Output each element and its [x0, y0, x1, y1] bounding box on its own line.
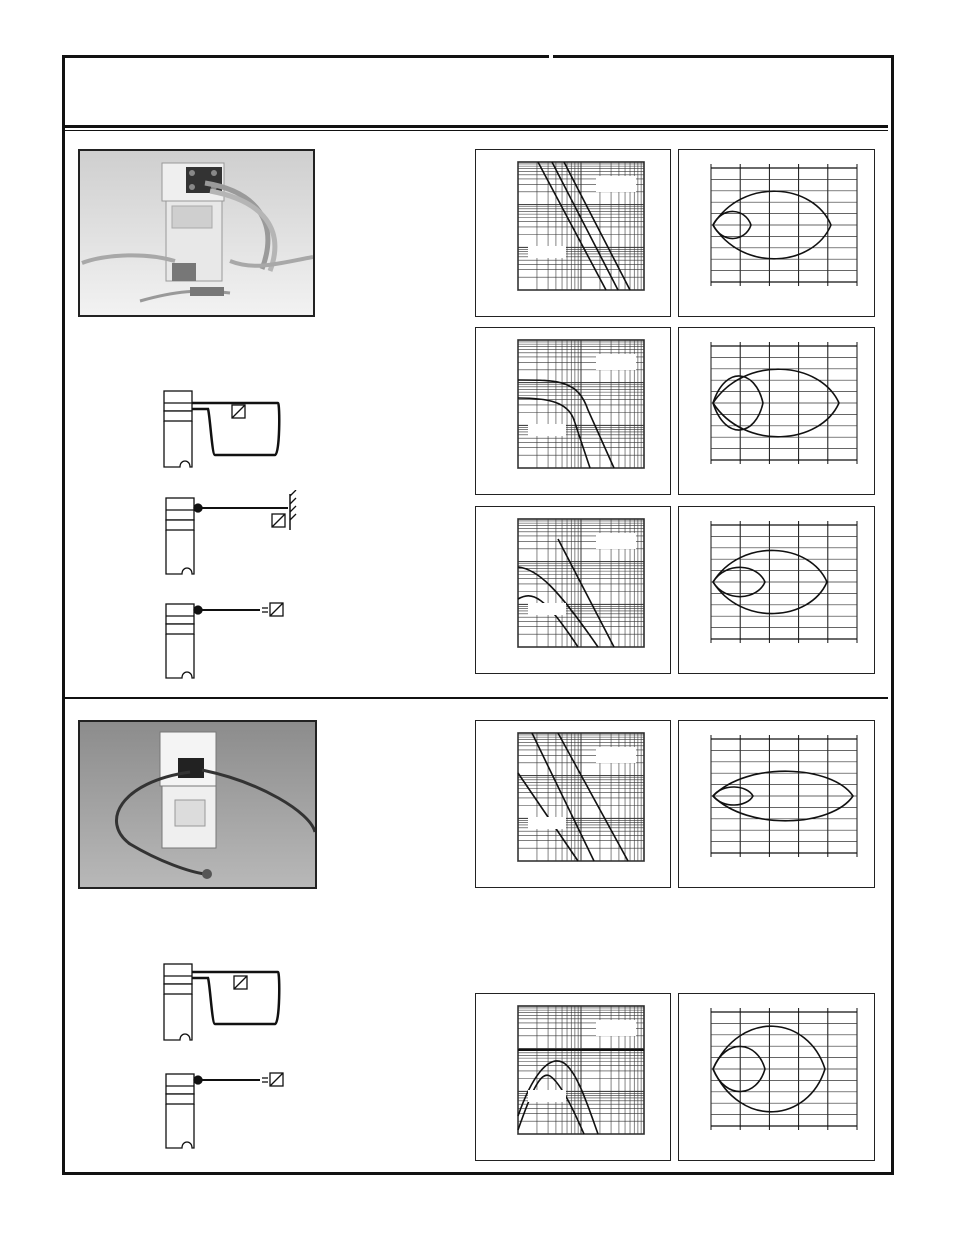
excess-gain-chart-5 [475, 993, 671, 1161]
excess-gain-chart-4 [475, 720, 671, 888]
excess-gain-chart-3 [475, 506, 671, 674]
wiring-diagram-opposed-loop-1 [160, 385, 290, 475]
header-divider [65, 125, 888, 128]
header-divider-thin [65, 130, 888, 131]
wiring-diagram-opposed-loop-2 [160, 958, 290, 1048]
beam-pattern-chart-5 [678, 993, 875, 1161]
wiring-diagram-through-beam-2 [162, 1068, 302, 1158]
beam-pattern-chart-2 [678, 327, 875, 495]
excess-gain-chart-1 [475, 149, 671, 317]
wiring-diagram-diffuse-1 [162, 490, 302, 580]
product-photo-armored [78, 149, 315, 317]
beam-pattern-chart-1 [678, 149, 875, 317]
wiring-diagram-through-beam-1 [162, 598, 302, 688]
page-header [65, 58, 888, 126]
product-photo-plastic [78, 720, 317, 889]
beam-pattern-chart-3 [678, 506, 875, 674]
section-divider [65, 697, 888, 699]
beam-pattern-chart-4 [678, 720, 875, 888]
excess-gain-chart-2 [475, 327, 671, 495]
